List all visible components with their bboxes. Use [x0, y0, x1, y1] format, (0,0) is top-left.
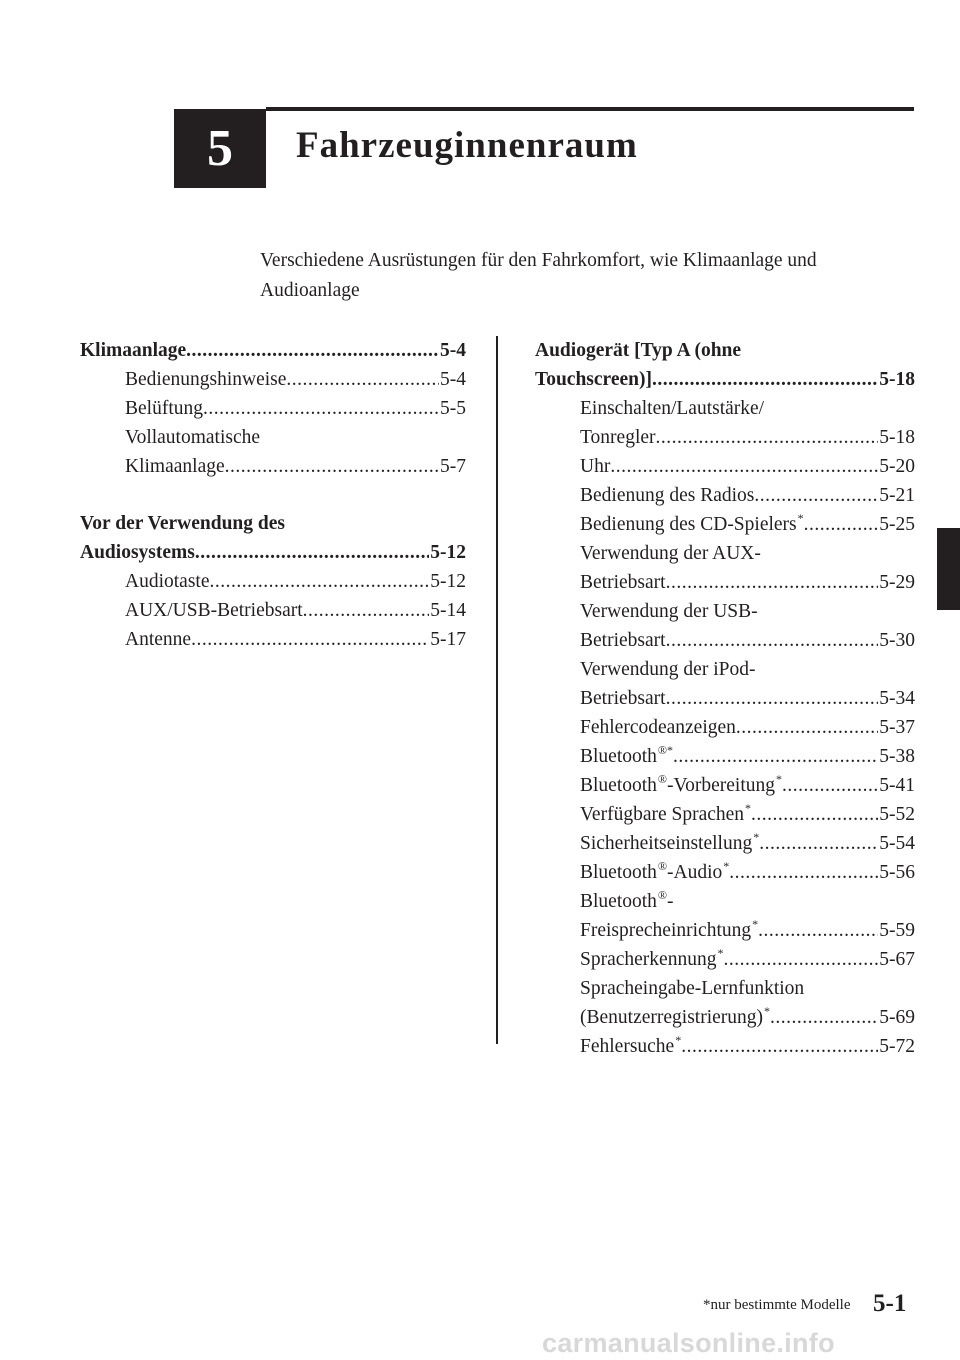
toc-heading-text: Audiosystems: [80, 542, 195, 563]
toc-page-ref: 5-4: [440, 340, 466, 361]
toc-page-ref: 5-72: [879, 1036, 915, 1057]
toc-page-ref: 5-12: [430, 542, 466, 563]
toc-heading-line1[interactable]: [80, 509, 466, 538]
toc-page-ref: 5-18: [879, 427, 915, 448]
toc-entry-text: Bluetooth®-: [580, 888, 674, 912]
toc-section-klimaanlage: [80, 336, 466, 481]
toc-page-ref: 5-7: [440, 456, 466, 477]
toc-page-ref: 5-37: [879, 717, 915, 738]
footnote-marker: *: [723, 859, 730, 873]
toc-heading[interactable]: [80, 336, 466, 365]
toc-right-column: [535, 336, 915, 1061]
toc-heading[interactable]: [535, 365, 915, 394]
toc-page-ref: 5-34: [879, 688, 915, 709]
toc-entry-text: Betriebsart: [580, 688, 666, 709]
toc-entry-line1[interactable]: [535, 974, 915, 1003]
toc-page-ref: 5-29: [879, 572, 915, 593]
footnote: *nur bestimmte Modelle: [703, 1297, 851, 1313]
toc-entry-line1[interactable]: [535, 539, 915, 568]
toc-entry-line1[interactable]: [535, 887, 915, 916]
toc-page-ref: 5-14: [430, 600, 466, 621]
toc-entry-text: Audiotaste: [125, 571, 210, 592]
toc-page-ref: 5-30: [879, 630, 915, 651]
toc-page-ref: 5-67: [879, 949, 915, 970]
toc-page-ref: 5-17: [430, 629, 466, 650]
footnote-marker: *: [717, 946, 724, 960]
toc-entry-text: Verwendung der iPod-: [580, 659, 756, 680]
toc-entry[interactable]: [80, 625, 466, 654]
toc-entry[interactable]: [535, 626, 915, 655]
toc-entry-text: Tonregler: [580, 427, 656, 448]
toc-entry[interactable]: [80, 452, 466, 481]
footnote-marker: *: [745, 801, 752, 815]
toc-entry-text: Betriebsart: [580, 630, 666, 651]
toc-entry-text: Einschalten/Lautstärke/: [580, 398, 765, 419]
toc-entry[interactable]: [535, 800, 915, 829]
chapter-title-rule: [266, 107, 914, 111]
toc-entry-text: Verwendung der AUX-: [580, 543, 761, 564]
toc-entry[interactable]: [535, 858, 915, 887]
footnote-marker: *: [764, 1004, 771, 1018]
toc-entry-text: Verwendung der USB-: [580, 601, 758, 622]
toc-entry[interactable]: [535, 713, 915, 742]
watermark: carmanualsonline.info: [542, 1328, 835, 1358]
toc-entry-text: Fehlersuche*: [580, 1033, 682, 1057]
toc-heading-text: Audiogerät [Typ A (ohne: [535, 340, 742, 361]
toc-entry[interactable]: [535, 684, 915, 713]
toc-entry[interactable]: [80, 394, 466, 423]
footnote-marker: *: [753, 830, 760, 844]
toc-entry-text: Klimaanlage: [125, 456, 225, 477]
toc-page-ref: 5-69: [879, 1007, 915, 1028]
toc-page-ref: 5-52: [879, 804, 915, 825]
footnote-marker: *: [797, 511, 804, 525]
toc-heading-line1[interactable]: [535, 336, 915, 365]
toc-page-ref: 5-56: [879, 862, 915, 883]
toc-entry-line1[interactable]: [535, 394, 915, 423]
toc-entry[interactable]: [535, 829, 915, 858]
toc-entry-text: Bedienung des CD-Spielers*: [580, 511, 804, 535]
toc-entry-text: Bedienungshinweise: [125, 369, 287, 390]
toc-entry-text: Antenne: [125, 629, 192, 650]
toc-entry[interactable]: [535, 916, 915, 945]
toc-page-ref: 5-38: [879, 746, 915, 767]
toc-entry-line1[interactable]: [80, 423, 466, 452]
toc-entry[interactable]: [535, 481, 915, 510]
toc-entry[interactable]: [535, 452, 915, 481]
toc-section-audiogeraet: [535, 336, 915, 1061]
toc-left-column: [80, 336, 466, 654]
toc-entry-line1[interactable]: [535, 655, 915, 684]
toc-page-ref: 5-21: [879, 485, 915, 506]
toc-page-ref: 5-12: [430, 571, 466, 592]
footnote-marker: *: [776, 772, 782, 786]
toc-entry-text: Bluetooth®-Vorbereitung*: [580, 772, 782, 796]
column-divider: [496, 336, 498, 1044]
toc-entry[interactable]: [80, 596, 466, 625]
registered-mark: ®: [657, 888, 668, 902]
toc-entry[interactable]: [535, 1003, 915, 1032]
toc-entry-text: Bedienung des Radios: [580, 485, 755, 506]
toc-entry[interactable]: [535, 771, 915, 800]
toc-entry-text: AUX/USB-Betriebsart: [125, 600, 303, 621]
toc-page-ref: 5-25: [879, 514, 915, 535]
toc-entry[interactable]: [535, 423, 915, 452]
toc-entry-text: Spracheingabe-Lernfunktion: [580, 978, 805, 999]
footnote-marker: *: [675, 1033, 682, 1047]
footnote-marker: *: [752, 917, 759, 931]
chapter-title: Fahrzeuginnenraum: [296, 125, 638, 166]
toc-entry[interactable]: [80, 567, 466, 596]
toc-entry[interactable]: [535, 510, 915, 539]
toc-page-ref: 5-20: [879, 456, 915, 477]
toc-entry-text: Fehlercodeanzeigen: [580, 717, 736, 738]
toc-page-ref: 5-59: [879, 920, 915, 941]
footnote-marker: ®*: [657, 743, 674, 757]
toc-entry-text: Uhr: [580, 456, 611, 477]
toc-entry-text: Bluetooth®-Audio*: [580, 859, 730, 883]
toc-entry-text: Belüftung: [125, 398, 203, 419]
toc-entry-text: Spracherkennung*: [580, 946, 724, 970]
chapter-subtitle: Verschiedene Ausrüstungen für den Fahrkomfort, wie Klimaanlage und Audioanlage: [260, 250, 817, 301]
toc-entry-text: Freisprecheinrichtung*: [580, 917, 759, 941]
toc-heading-text: Touchscreen)]: [535, 369, 652, 390]
toc-heading[interactable]: [80, 538, 466, 567]
registered-mark: ®: [657, 859, 668, 873]
toc-page-ref: 5-41: [879, 775, 915, 796]
toc-entry[interactable]: [535, 742, 915, 771]
toc-page-ref: 5-4: [440, 369, 466, 390]
toc-entry[interactable]: [80, 365, 466, 394]
toc-entry-text: Sicherheitseinstellung*: [580, 830, 760, 854]
toc-entry-text: Bluetooth®*: [580, 743, 674, 767]
registered-mark: ®: [657, 772, 668, 786]
toc-entry[interactable]: [535, 945, 915, 974]
page-number: 5-1: [873, 1290, 907, 1317]
toc-section-audiosystem: [80, 509, 466, 654]
chapter-number: 5: [174, 109, 266, 188]
toc-entry-text: (Benutzerregistrierung)*: [580, 1004, 771, 1028]
toc-entry-text: Betriebsart: [580, 572, 666, 593]
toc-entry-text: Vollautomatische: [125, 427, 261, 448]
chapter-tab-marker: [937, 528, 960, 610]
toc-page-ref: 5-54: [879, 833, 915, 854]
toc-entry[interactable]: [535, 568, 915, 597]
toc-heading-text: Klimaanlage: [80, 340, 187, 361]
toc-entry[interactable]: [535, 1032, 915, 1061]
toc-page-ref: 5-5: [440, 398, 466, 419]
toc-entry-line1[interactable]: [535, 597, 915, 626]
toc-heading-text: Vor der Verwendung des: [80, 513, 285, 534]
toc-page-ref: 5-18: [879, 369, 915, 390]
toc-entry-text: Verfügbare Sprachen*: [580, 801, 752, 825]
